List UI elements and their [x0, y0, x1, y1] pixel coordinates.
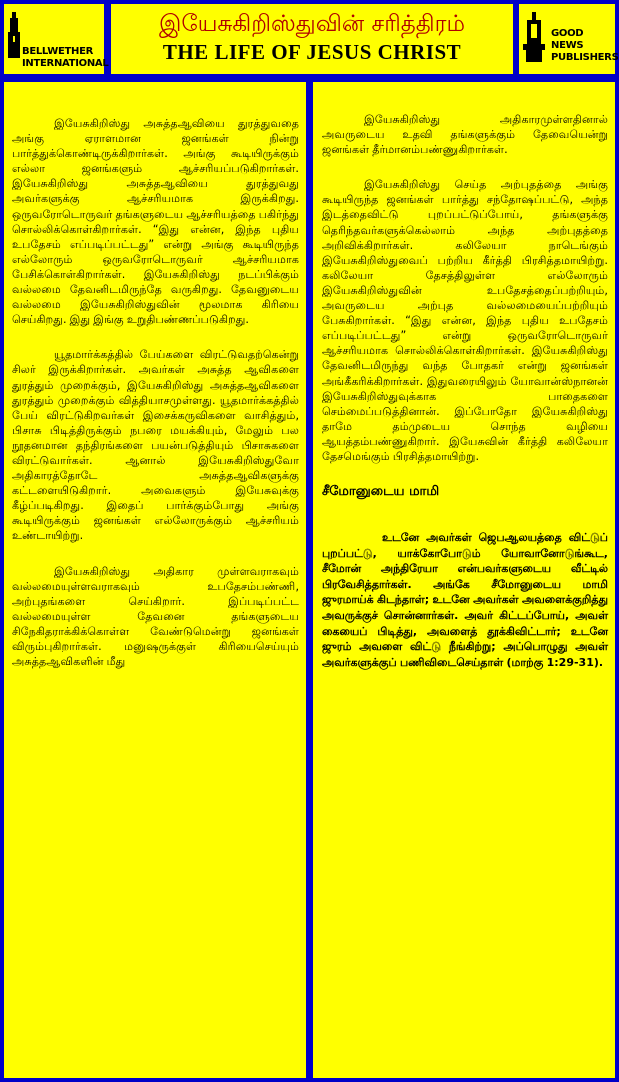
right-logo-text: GOOD NEWS PUBLISHERS	[551, 28, 619, 63]
page-header	[0, 0, 619, 80]
left-column	[4, 82, 306, 1078]
title-tamil: இயேசுகிறிஸ்துவின் சரித்திரம்	[159, 11, 465, 37]
lamp-icon	[523, 12, 545, 62]
good-news-logo	[519, 4, 619, 74]
paragraph: இயேசுகிறிஸ்து அதிகார முள்ளவராகவும் வல்லமையுள்ளவராகவும் உபதேசம்பண்ணி, அற்புதங்களை செய்கிறார். இப்படிப்பட்ட வல்லமையுள்ள தேவனை தங்களுடைய சிநேகிதராக்கிக்கொள்ள வேண்டுமென்று ஜனங்கள் விரும்புகிறார்கள். மனுஷருக்குள் கிரியைசெய்யும் அசுத்தஆவிகளின் மீது	[12, 564, 299, 669]
right-column	[313, 82, 615, 1078]
paragraph: இயேசுகிறிஸ்து அசுத்தஆவியை துரத்துவதை அங்கு ஏராளமான ஜனங்கள் நின்று பார்த்துக்கொண்டிருக்கிறார்கள். அங்கு கூடியிருக்கும் எல்லா ஜனங்களும் ஆச்சரியப்படுகிறார்கள். இயேசுகிறிஸ்து அசுத்தஆவியை துரத்துவது அவர்களுக்கு ஆச்சரியமாக இருக்கிறது. ஒருவரோடொருவர் தங்களுடைய ஆச்சரியத்தை பகிர்ந்து சொல்லிக்கொள்கிறார்கள். “இது என்ன, இந்த புதிய உபதேசம் எப்படிப்பட்டது” என்று அங்கு கூடியிருந்த எல்லோரும் ஒருவரோடொருவர் ஆச்சரியமாக பேசிக்கொள்கிறார்கள். இயேசுகிறிஸ்து நடப்பிக்கும் வல்லமை தேவனிடமிருந்தே வருகிறது. தேவனுடைய வல்லமை இயேசுகிறிஸ்துவின் மூலமாக கிரியை செய்கிறது. இது இங்கு உறுதிபண்ணப்படுகிறது.	[12, 117, 299, 327]
section-heading: சீமோனுடைய மாமி	[322, 484, 440, 500]
paragraph: யூதமார்க்கத்தில் பேய்களை விரட்டுவதற்கென்று சிலர் இருக்கிறார்கள். அவர்கள் அசுத்த ஆவிகளை துரத்தும் முறைக்கும், இயேசுகிறிஸ்து அசுத்தஆவிகளை துரத்தும் முறைக்கும் வித்தியாசமுள்ளது. யூதமார்க்கத்தில் பேய் விரட்டுகிறவர்கள் இசைக்கருவிகளை வாசித்தும், பிசாசு பிடித்திருக்கும் நபரை மயக்கியும், மேலும் பல நூதனமான தந்திரங்களை பயன்படுத்தியும் பிசாசுகளை விரட்டுவார்கள். ஆனால் இயேசுகிறிஸ்துவோ அதிகாரத்தோடே அசுத்தஆவிகளுக்கு கட்டளையிடுகிறார். அவைகளும் இயேசுவுக்கு கீழ்ப்படிகிறது. இதைப் பார்க்கும்போது அங்கு கூடியிருக்கும் ஜனங்கள் எல்லோருக்கும் ஆச்சரியம் உண்டாயிற்று.	[12, 348, 299, 543]
bellwether-logo	[4, 4, 109, 74]
paragraph: இயேசுகிறிஸ்து செய்த அற்புதத்தை அங்கு கூடியிருந்த ஜனங்கள் பார்த்து சந்தோஷப்பட்டு, அந்த இடத்தைவிட்டு புறப்பட்டுப்போய், தங்களுக்கு தெரிந்தவர்களுக்கெல்லாம் அந்த அற்புதத்தை அறிவிக்கிறார்கள். கலிலேயா நாடெங்கும் இயேசுகிறிஸ்துவைப் பற்றிய கீர்த்தி பிரசித்தமாயிற்று. கலிலேயா தேசத்திலுள்ள எல்லோரும் இயேசுகிறிஸ்துவின் உபதேசத்தைப்பற்றியும், அவருடைய அற்புத வல்லமையைப்பற்றியும் பேசுகிறார்கள். “இது என்ன, இந்த புதிய உபதேசம் எப்படிப்பட்டது” என்று ஒருவரோடொருவர் ஆச்சரியமாக சொல்லிக்கொள்கிறார்கள். இயேசுகிறிஸ்து தேவனிடமிருந்து வந்த போதகர் என்று ஜனங்கள் அங்கீகரிக்கிறார்கள். இதுவரையிலும் யோவான்ஸ்நானன் இயேசுகிறிஸ்துவுக்காக பாதைகளை செம்மைப்படுத்தினான். இப்போதோ இயேசுகிறிஸ்து தாமே தம்முடைய சொந்த வழியை ஆயத்தம்பண்ணுகிறார். இயேசுவின் கீர்த்தி கலிலேயா தேசமெங்கும் பிரசித்தமாயிற்று.	[322, 178, 608, 463]
bellwether-icon	[8, 12, 20, 58]
left-logo-text: BELLWETHER INTERNATIONAL	[22, 46, 109, 69]
title-english: THE LIFE OF JESUS CHRIST	[162, 40, 462, 64]
title-box	[111, 4, 513, 74]
paragraph: இயேசுகிறிஸ்து அதிகாரமுள்ளதினால் அவருடைய உதவி தங்களுக்கும் தேவையென்று ஜனங்கள் தீர்மானம்பண்ணுகிறார்கள்.	[322, 113, 608, 157]
scripture-quote: உடனே அவர்கள் ஜெபஆலயத்தை விட்டுப் புறப்பட்டு, யாக்கோபோடும் யோவானோடுங்கூட, சீமோன் அந்திரேயா என்பவர்களுடைய வீட்டில் பிரவேசித்தார்கள். அங்கே சீமோனுடைய மாமி ஜுரமாய்க் கிடந்தாள்; உடனே அவர்கள் அவளைக்குறித்து அவருக்குச் சொன்னார்கள். அவர் கிட்டப்போய், அவள் கையைப் பிடித்து, அவளைத் தூக்கிவிட்டார்; உடனே ஜுரம் அவளை விட்டு நீங்கிற்று; அப்பொழுது அவள் அவர்களுக்குப் பணிவிடைசெய்தாள் (மாற்கு 1:29-31).	[322, 531, 608, 669]
